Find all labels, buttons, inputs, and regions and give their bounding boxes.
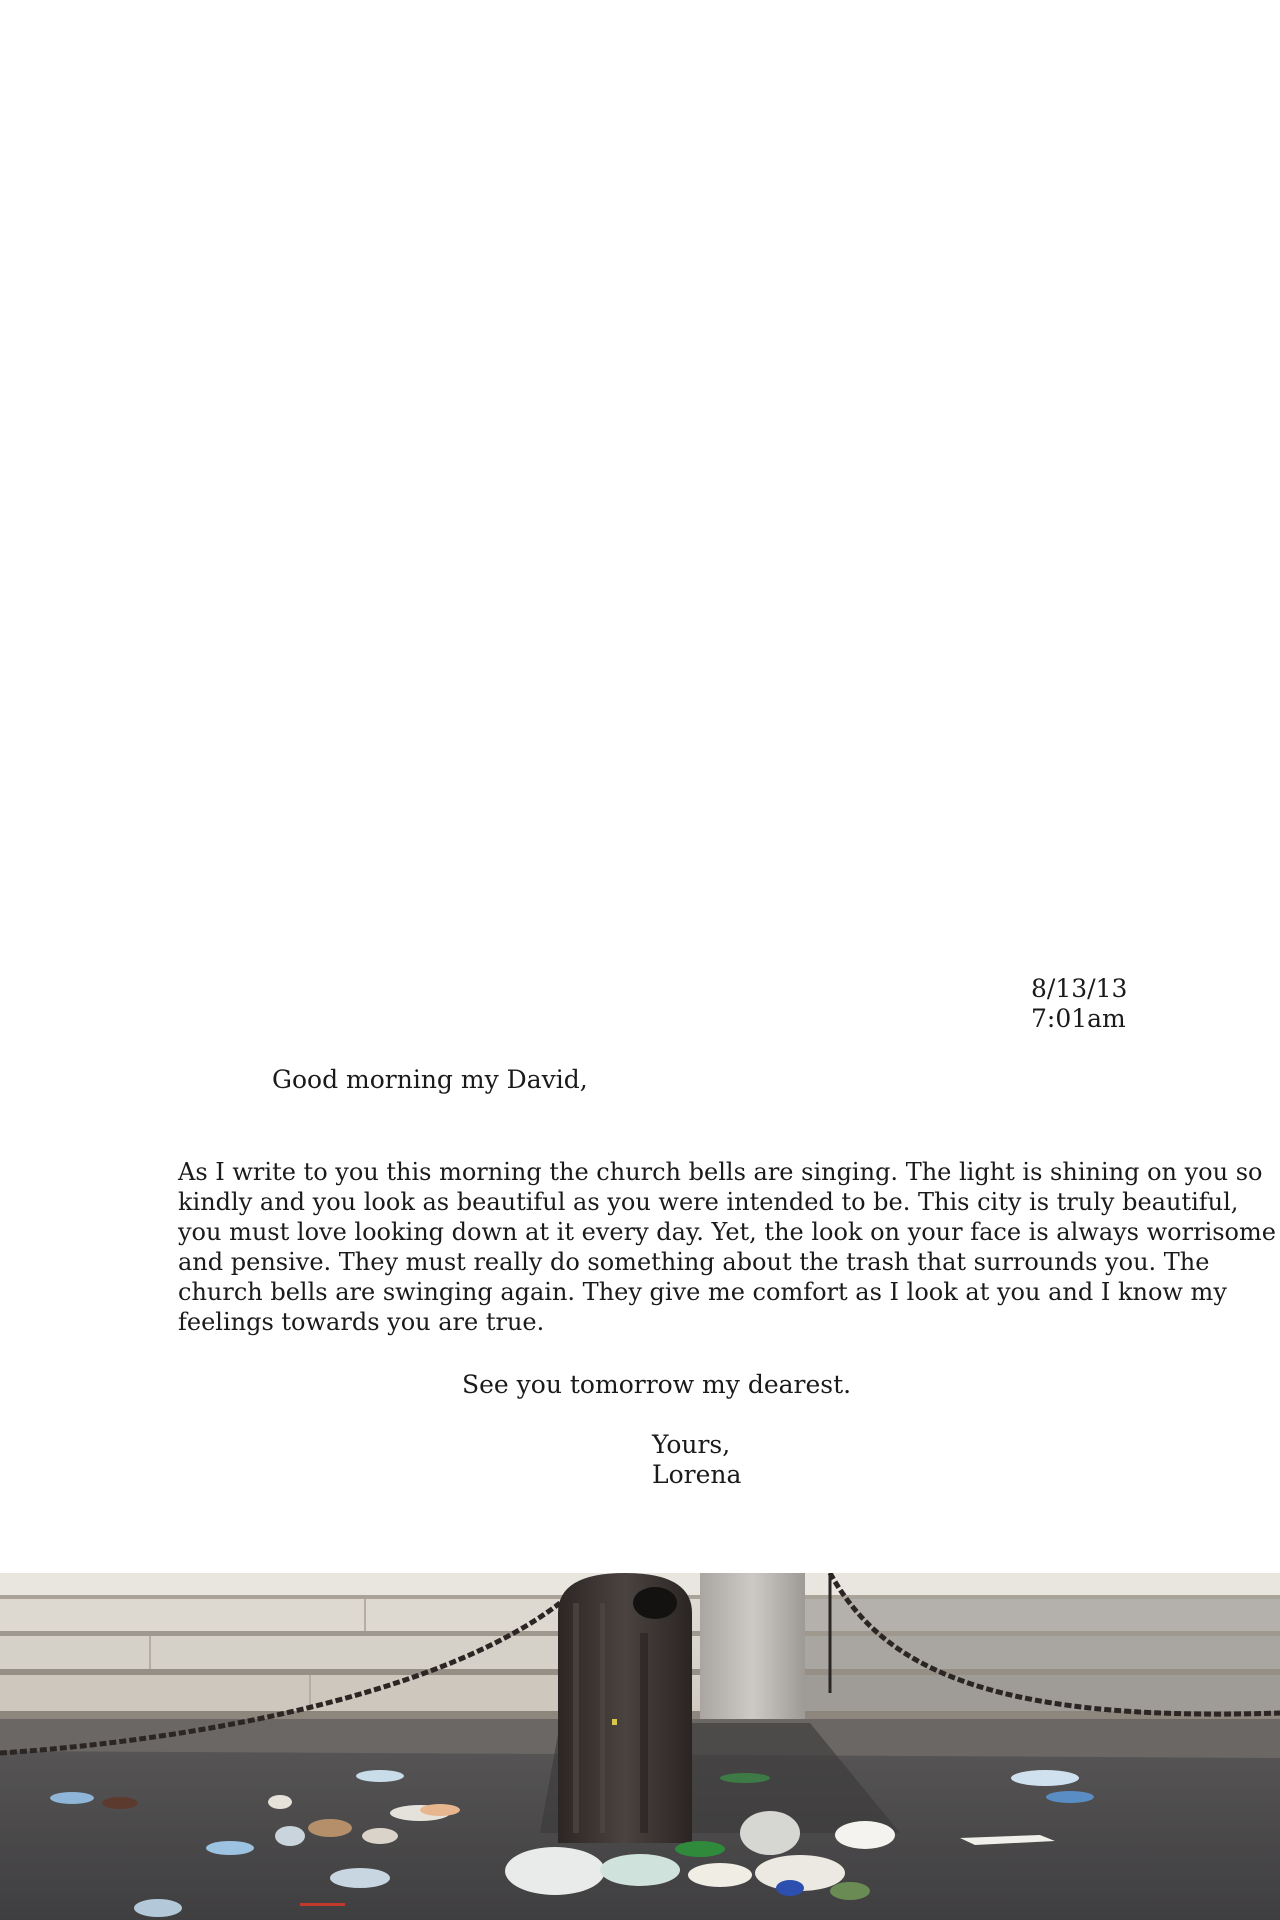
letter-time: 7:01am bbox=[1031, 1004, 1126, 1033]
signoff bbox=[652, 1430, 741, 1490]
letter-date: 8/13/13 bbox=[1031, 974, 1128, 1003]
body-line: kindly and you look as beautiful as you were intended to be. This city is truly beautiful, bbox=[178, 1188, 1239, 1216]
body-line: you must love looking down at it every day. Yet, the look on your face is always worrisome bbox=[178, 1218, 1276, 1246]
body-line: and pensive. They must really do something about the trash that surrounds you. The bbox=[178, 1248, 1210, 1276]
signoff-word: Yours, bbox=[652, 1430, 731, 1459]
body-line: feelings towards you are true. bbox=[178, 1308, 545, 1336]
trash-bin bbox=[558, 1573, 692, 1843]
body-line: church bells are swinging again. They give me comfort as I look at you and I know my bbox=[178, 1278, 1227, 1306]
salutation: Good morning my David, bbox=[272, 1065, 588, 1094]
dateline bbox=[1031, 974, 1127, 1034]
closing-line: See you tomorrow my dearest. bbox=[462, 1370, 852, 1399]
trash-bin-photo bbox=[0, 1573, 1280, 1920]
signature: Lorena bbox=[652, 1460, 742, 1489]
body-line: As I write to you this morning the church bells are singing. The light is shining on you so bbox=[178, 1158, 1263, 1186]
letter-body bbox=[178, 1157, 1276, 1337]
